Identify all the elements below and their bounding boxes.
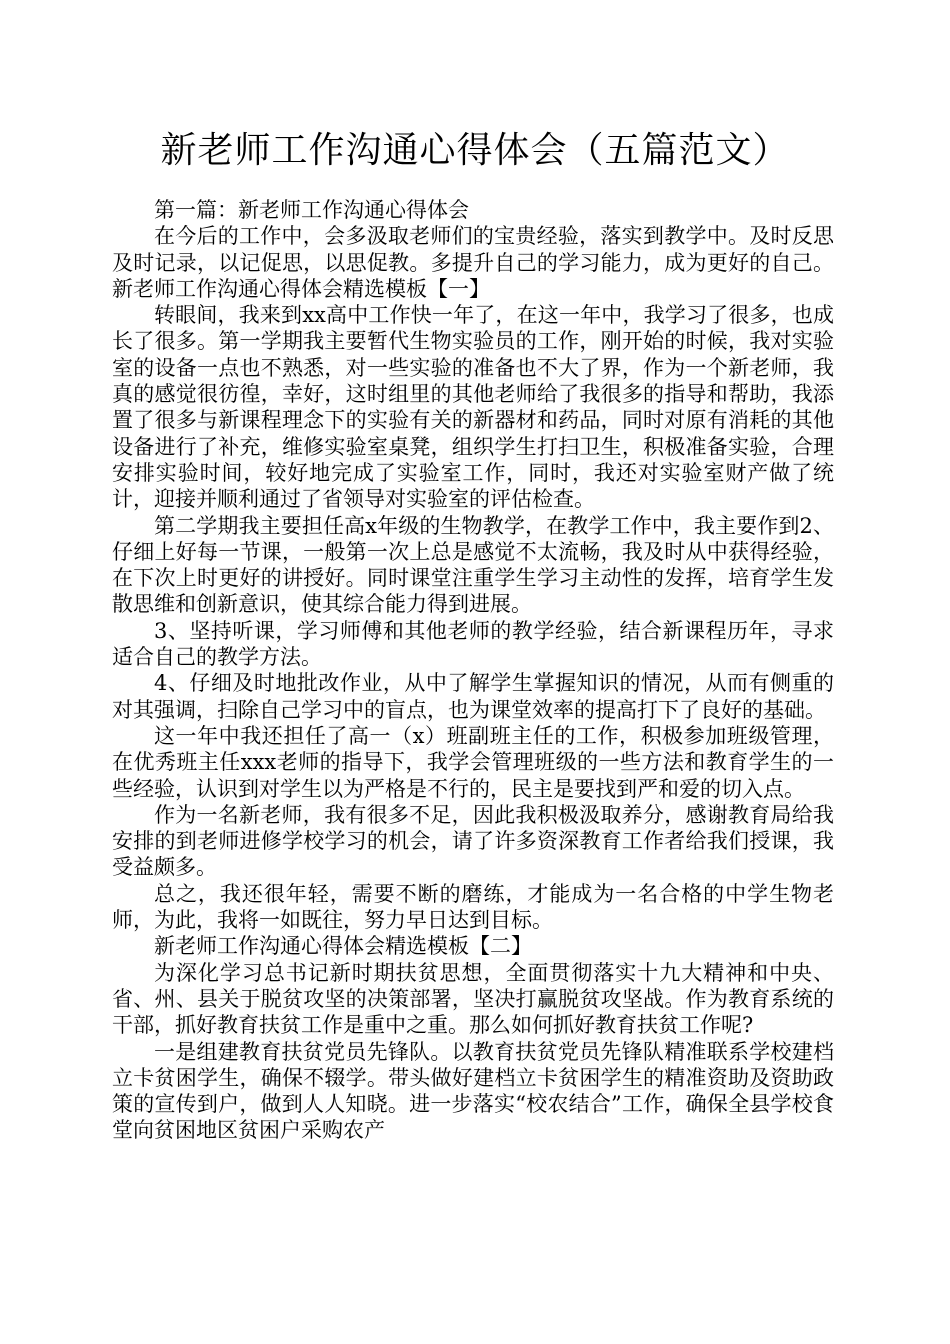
body-paragraph: 在今后的工作中，会多汲取老师们的宝贵经验，落实到教学中。及时反思及时记录，以记促思，以思促教。多提升自己的学习能力，成为更好的自己。新老师工作沟通心得体会精选模板【一】: [112, 224, 834, 301]
section-heading: 新老师工作沟通心得体会精选模板【二】: [154, 934, 532, 959]
body-paragraph: 作为一名新老师，我有很多不足，因此我积极汲取养分，感谢教育局给我安排的到老师进修学校学习的机会，请了许多资深教育工作者给我们授课，我受益颇多。: [112, 802, 834, 880]
body-paragraph: 转眼间，我来到xx高中工作快一年了，在这一年中，我学习了很多，也成长了很多。第一学期我主要暂代生物实验员的工作，刚开始的时候，我对实验室的设备一点也不熟悉，对一些实验的准备也不大了界，作为一个新老师，我真的感觉很彷徨，幸好，这时组里的其他老师给了我很多的指导和帮助，我添置了很多与新课程理念下的实验有关的新器材和药品，同时对原有消耗的其他设备进行了补充，维修实验室桌凳，组织学生打扫卫生，积极准备实验，合理安排实验时间，较好地完成了实验室工作，同时，我还对实验室财产做了统计，迎接并顺利通过了省领导对实验室的评估检查。: [112, 303, 834, 512]
body-paragraph: 总之，我还很年轻，需要不断的磨练，才能成为一名合格的中学生物老师，为此，我将一如既往，努力早日达到目标。: [112, 881, 834, 933]
body-paragraph: 一是组建教育扶贫党员先锋队。以教育扶贫党员先锋队精准联系学校建档立卡贫困学生，确保不辍学。带头做好建档立卡贫困学生的精准资助及资助政策的宣传到户，做到人人知晓。进一步落实“校农结合”工作，确保全县学校食堂向贫困地区贫困户采购农产: [112, 1039, 834, 1143]
body-paragraph: 3、坚持听课，学习师傅和其他老师的教学经验，结合新课程历年，寻求适合自己的教学方法。: [112, 618, 834, 670]
body-paragraph: 这一年中我还担任了高一（x）班副班主任的工作，积极参加班级管理，在优秀班主任xxx老师的指导下，我学会管理班级的一些方法和教育学生的一些经验，认识到对学生以为严格是不行的，民主是要找到严和爱的切入点。: [112, 723, 834, 801]
document-body: [112, 197, 834, 1144]
body-paragraph: 4、仔细及时地批改作业，从中了解学生掌握知识的情况，从而有侧重的对其强调，扫除自己学习中的盲点，也为课堂效率的提高打下了良好的基础。: [112, 671, 834, 722]
section-heading: 第一篇：新老师工作沟通心得体会: [154, 198, 469, 222]
body-paragraph: 第二学期我主要担任高x年级的生物教学，在教学工作中，我主要作到2、仔细上好每一节课，一般第一次上总是感觉不太流畅，我及时从中获得经验，在下次上时更好的讲授好。同时课堂注重学生学习主动性的发挥，培育学生发散思维和创新意识，使其综合能力得到进展。: [112, 513, 834, 617]
body-paragraph: 为深化学习总书记新时期扶贫思想，全面贯彻落实十九大精神和中央、省、州、县关于脱贫攻坚的决策部署，坚决打赢脱贫攻坚战。作为教育系统的干部，抓好教育扶贫工作是重中之重。那么如何抓好教育扶贫工作呢?: [112, 960, 834, 1038]
document-title: 新老师工作沟通心得体会（五篇范文）: [160, 130, 790, 171]
